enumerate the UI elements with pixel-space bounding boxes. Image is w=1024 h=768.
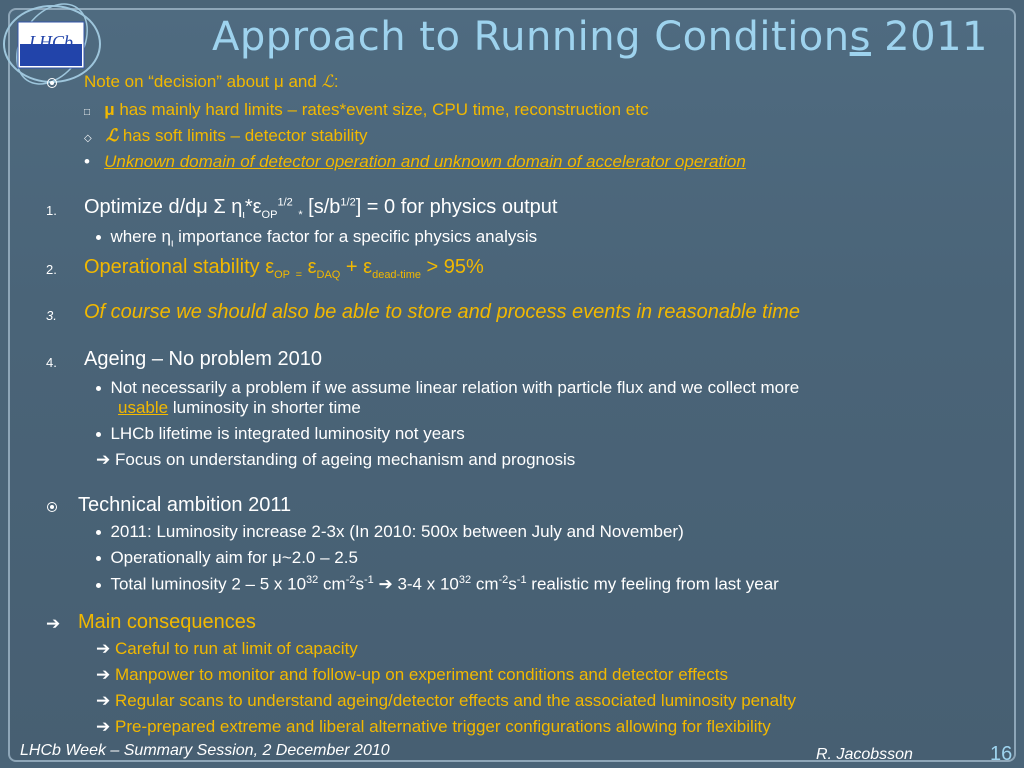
note-item-3: • Unknown domain of detector operation and unknown domain of accelerator operation [84,152,746,171]
footer-author: R. Jacobsson [816,746,913,763]
circle-bullet-icon [47,78,57,88]
ambition-item-1: 2011: Luminosity increase 2-3x (In 2010: 500x between July and November) [96,522,684,542]
consequence-item-3: ➔ Regular scans to understand ageing/detector effects and the associated luminosity penalty [96,691,797,710]
ambition-item-2: Operationally aim for μ~2.0 – 2.5 [96,548,358,568]
item-number-3: 3. [46,308,57,323]
ageing-sub-3: ➔ Focus on understanding of ageing mechanism and prognosis [96,450,576,469]
optimize-line: Optimize d/dμ Σ $\eta_\iota*\varepsilon_{OP}^{1/2}$ $_*$ $[s/b^{1/2}] = 0$ for physics output [84,196,558,221]
footer-event: LHCb Week – Summary Session, 2 December 2010 [20,742,390,759]
consequences-heading: Main consequences [78,611,256,633]
arrow-bullet-icon: ➔ [46,614,61,633]
ageing-sub-1: Not necessarily a problem if we assume linear relation with particle flux and we collect more [96,378,799,398]
arrow-icon: ➔ [96,691,111,710]
note-heading: Note on “decision” about μ and ℒ: [84,72,339,91]
circle-bullet-icon [47,502,57,512]
ambition-item-3: Total luminosity 2 – 5 x $10^{32}$ $cm^{-2}s^{-1}$ ➔ 3-4 x $10^{32}$ $cm^{-2}s^{-1}$ realistic my feeling from last year [96,574,779,595]
operational-stability: Operational stability $\varepsilon_{OP}$ $_=$ $\varepsilon_{DAQ} + \varepsilon_{dead-time} > 95\%$ [84,256,484,281]
store-process-line: Of course we should also be able to store and process events in reasonable time [84,301,800,323]
dot-bullet-icon: • [84,152,90,171]
optimize-sub: where $\eta_\iota$ importance factor for a specific physics analysis [96,227,537,249]
ageing-heading: Ageing – No problem 2010 [84,348,322,370]
ageing-sub-2: LHCb lifetime is integrated luminosity not years [96,424,465,444]
consequence-item-2: ➔ Manpower to monitor and follow-up on experiment conditions and detector effects [96,665,728,684]
page-number: 16 [990,743,1013,765]
arrow-icon: ➔ [96,717,111,736]
note-item-1: □ μ has mainly hard limits – rates*event size, CPU time, reconstruction etc [84,100,649,119]
square-bullet-icon: □ [84,107,91,118]
item-number-4: 4. [46,355,57,370]
note-item-2: ◇ ℒ has soft limits – detector stability [84,126,368,145]
arrow-icon: ➔ [96,639,111,658]
slide-title: Approach to Running Conditions 2011 [212,14,988,60]
arrow-icon: ➔ [96,450,111,469]
item-number-1: 1. [46,203,57,218]
consequence-item-4: ➔ Pre-prepared extreme and liberal alternative trigger configurations allowing for flexibility [96,717,771,736]
consequence-item-1: ➔ Careful to run at limit of capacity [96,639,358,658]
logo-text: LHCb [28,32,74,52]
diamond-bullet-icon: ◇ [84,133,92,144]
ambition-heading: Technical ambition 2011 [78,494,292,516]
arrow-icon: ➔ [96,665,111,684]
item-number-2: 2. [46,262,57,277]
ageing-sub-1b: usable luminosity in shorter time [118,398,361,417]
